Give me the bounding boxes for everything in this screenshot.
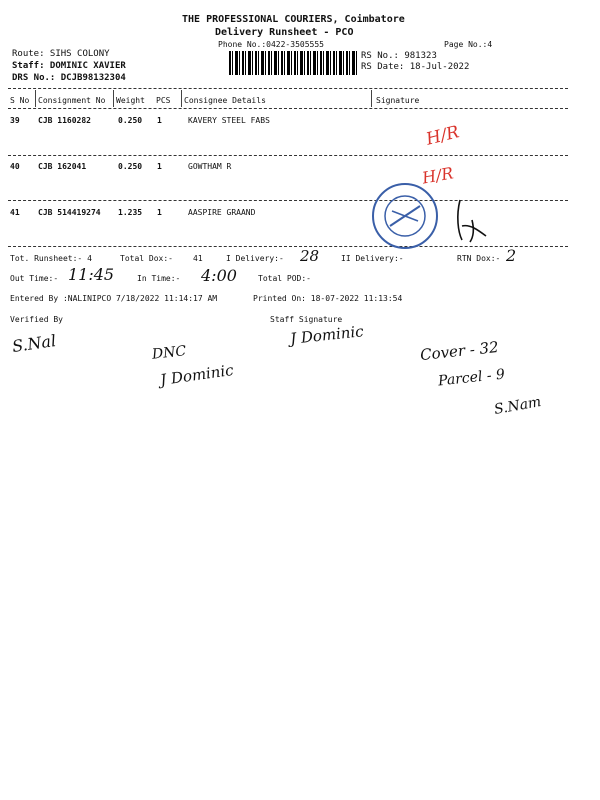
company-stamp — [370, 181, 440, 251]
col-header-consignment: Consignment No — [38, 96, 106, 105]
row-consignment: CJB 162041 — [38, 162, 87, 171]
page-number: Page No.:4 — [444, 40, 493, 49]
rs-date: RS Date: 18-Jul-2022 — [361, 62, 470, 72]
cover-count-note: Cover - 32 — [419, 337, 500, 365]
i-delivery-label: I Delivery:- — [226, 254, 284, 263]
consignee-signature — [452, 196, 492, 244]
dnc-note: DNC — [151, 343, 187, 363]
verified-by-label: Verified By — [10, 315, 63, 324]
staff-signature-label: Staff Signature — [270, 315, 343, 324]
col-header-signature: Signature — [376, 96, 420, 105]
in-time-label: In Time:- — [137, 274, 181, 283]
handwritten-hr-row2: H/R — [420, 163, 455, 188]
row-sno: 40 — [10, 162, 20, 171]
dnc-signature: J Dominic — [159, 360, 235, 390]
printed-on: Printed On: 18-07-2022 11:13:54 — [253, 294, 403, 303]
staff-signature: J Dominic — [289, 322, 365, 348]
initials-note: S.Nam — [492, 394, 543, 418]
in-time-value: 4:00 — [201, 266, 237, 285]
drs-number: DRS No.: DCJB98132304 — [12, 73, 126, 83]
rtn-dox-value: 2 — [506, 246, 517, 265]
row-sno: 41 — [10, 208, 20, 217]
route-label: Route: SIHS COLONY — [12, 49, 110, 59]
col-header-consignee: Consignee Details — [184, 96, 266, 105]
rtn-dox-label: RTN Dox:- — [457, 254, 501, 263]
table-top-rule — [8, 88, 568, 89]
out-time-value: 11:45 — [68, 265, 115, 284]
ii-delivery-label: II Delivery:- — [341, 254, 404, 263]
company-title: THE PROFESSIONAL COURIERS, Coimbatore — [182, 14, 405, 25]
handwritten-hr-row1: H/R — [424, 122, 462, 150]
col-header-sno: S No — [10, 96, 30, 105]
row-weight: 1.235 — [118, 208, 143, 217]
row-consignee: AASPIRE GRAAND — [188, 208, 256, 217]
parcel-count-note: Parcel - 9 — [437, 366, 506, 390]
row-sno: 39 — [10, 116, 20, 125]
entered-by: Entered By :NALINIPCO 7/18/2022 11:14:17 AM — [10, 294, 218, 303]
row-weight: 0.250 — [118, 162, 143, 171]
row-rule — [8, 155, 568, 156]
row-consignment: CJB 514419274 — [38, 208, 101, 217]
row-pcs: 1 — [157, 208, 162, 217]
table-bottom-rule — [8, 246, 568, 247]
tot-runsheet: Tot. Runsheet:- 4 — [10, 254, 92, 263]
row-pcs: 1 — [157, 162, 162, 171]
out-time-label: Out Time:- — [10, 274, 59, 283]
row-consignee: GOWTHAM R — [188, 162, 232, 171]
col-divider — [371, 90, 372, 107]
col-header-weight: Weight — [116, 96, 145, 105]
total-dox-label: Total Dox:- — [120, 254, 173, 263]
row-weight: 0.250 — [118, 116, 143, 125]
col-header-pcs: PCS — [156, 96, 171, 105]
i-delivery-value: 28 — [300, 247, 320, 265]
col-divider — [113, 90, 114, 107]
verified-by-signature: S.Nal — [10, 331, 58, 356]
col-divider — [35, 90, 36, 107]
row-consignment: CJB 1160282 — [38, 116, 91, 125]
total-dox-value: 41 — [193, 254, 203, 263]
row-pcs: 1 — [157, 116, 162, 125]
total-pod-label: Total POD:- — [258, 274, 311, 283]
document-subtitle: Delivery Runsheet - PCO — [215, 27, 354, 38]
row-consignee: KAVERY STEEL FABS — [188, 116, 270, 125]
phone-number: Phone No.:0422-3505555 — [218, 40, 324, 49]
rs-number: RS No.: 981323 — [361, 51, 437, 61]
col-divider — [181, 90, 182, 107]
barcode — [229, 51, 357, 75]
header-bottom-rule — [8, 108, 568, 109]
staff-label: Staff: DOMINIC XAVIER — [12, 61, 126, 71]
